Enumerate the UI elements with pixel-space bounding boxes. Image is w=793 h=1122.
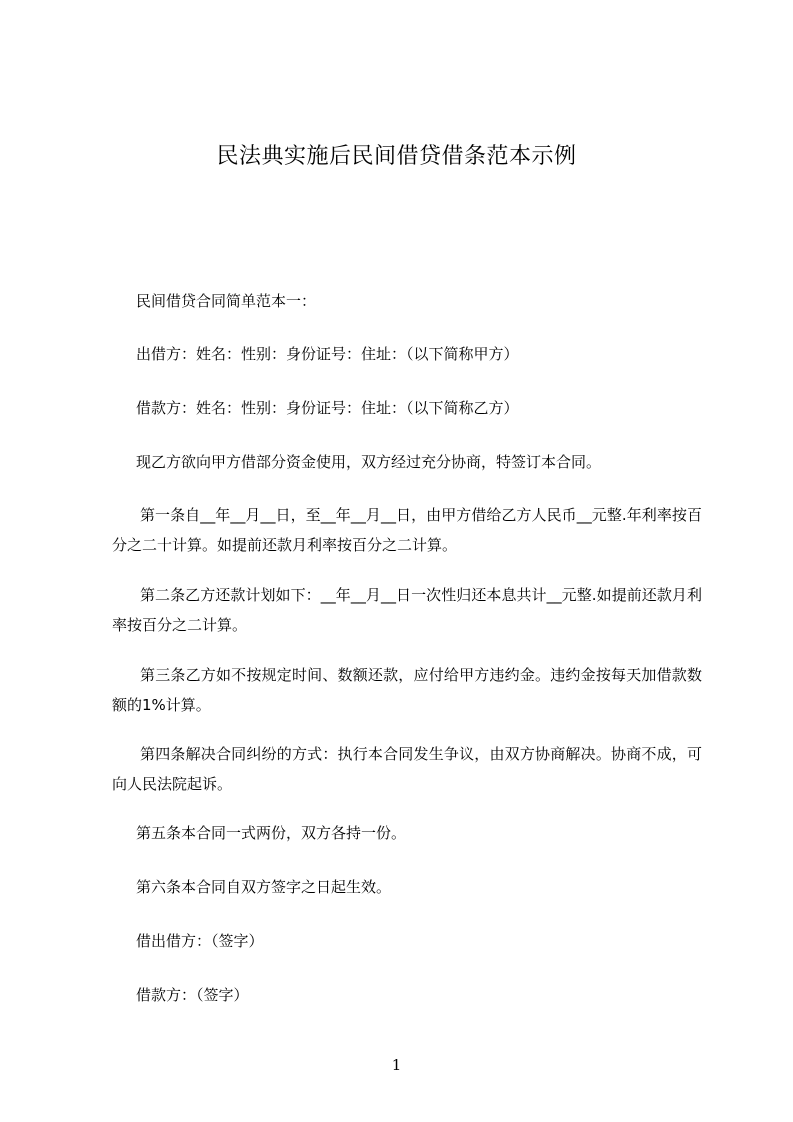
page-number: 1 <box>391 1056 402 1074</box>
paragraph-article-2: 第二条乙方还款计划如下：__年__月__日一次性归还本息共计__元整.如提前还款月利率按百分之二计算。 <box>112 586 702 634</box>
paragraph-borrower-info: 借款方：姓名：性别：身份证号：住址：（以下简称乙方） <box>136 399 519 417</box>
paragraph-article-1: 第一条自__年__月__日，至__年__月__日，由甲方借给乙方人民币__元整.年利率按百分之二十计算。如提前还款月利率按百分之二计算。 <box>112 506 702 554</box>
paragraph-article-6: 第六条本合同自双方签字之日起生效。 <box>136 878 392 896</box>
paragraph-lender-signature: 借出借方：（签字） <box>136 932 264 950</box>
paragraph-article-3: 第三条乙方如不按规定时间、数额还款，应付给甲方违约金。违约金按每天加借款数额的1%计算。 <box>112 666 702 714</box>
paragraph-lender-info: 出借方：姓名：性别：身份证号：住址：（以下简称甲方） <box>136 345 519 363</box>
paragraph-intro: 民间借贷合同简单范本一： <box>136 292 317 310</box>
paragraph-preamble: 现乙方欲向甲方借部分资金使用，双方经过充分协商，特签订本合同。 <box>136 453 602 471</box>
paragraph-article-4: 第四条解决合同纠纷的方式：执行本合同发生争议，由双方协商解决。协商不成，可向人民法院起诉。 <box>112 745 702 793</box>
paragraph-article-5: 第五条本合同一式两份，双方各持一份。 <box>136 824 407 842</box>
document-title: 民法典实施后民间借贷借条范本示例 <box>216 144 577 169</box>
paragraph-borrower-signature: 借款方：（签字） <box>136 986 249 1004</box>
